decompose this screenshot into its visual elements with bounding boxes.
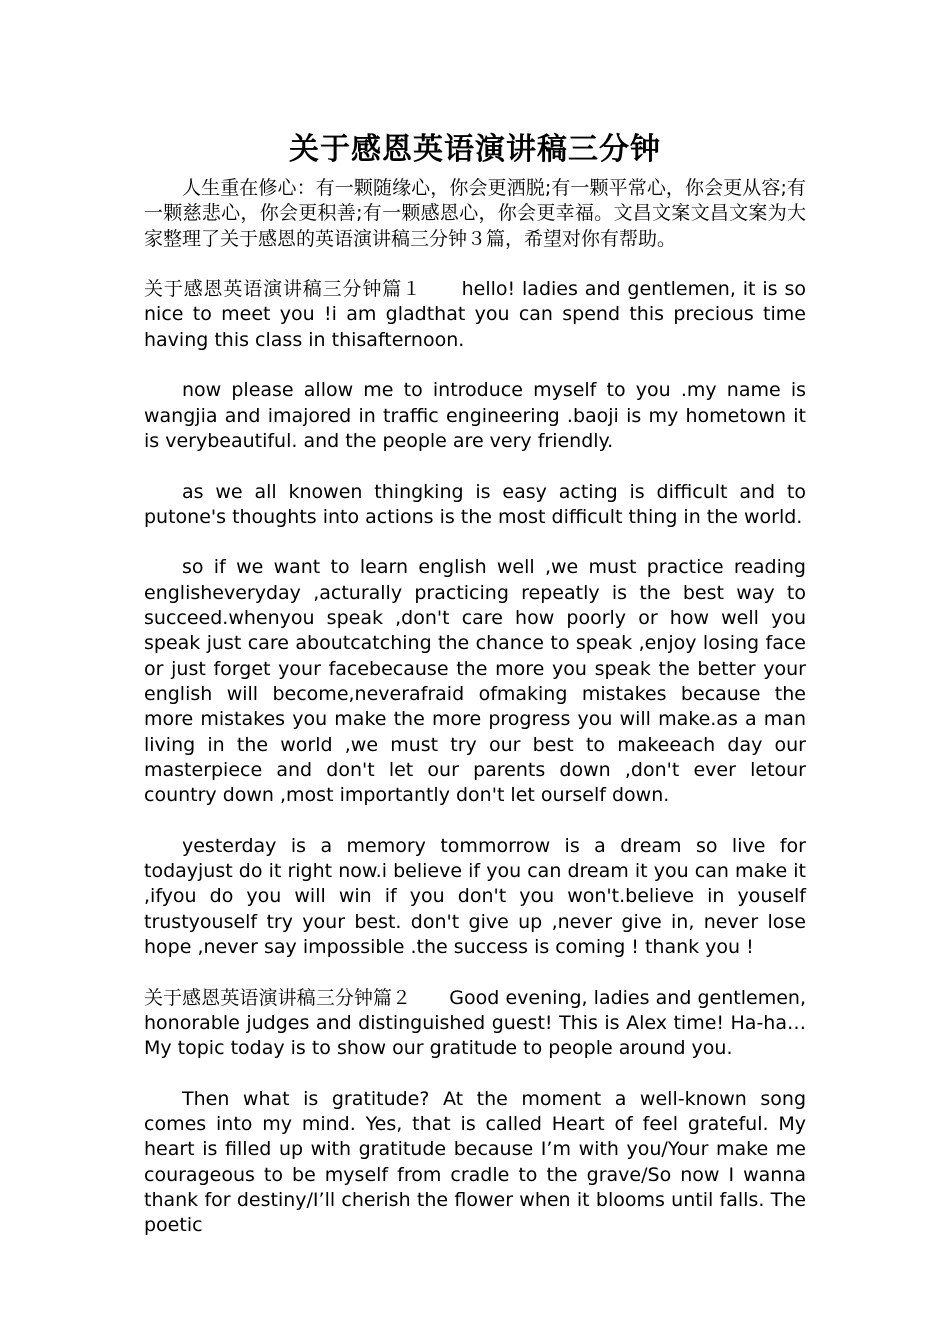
document-page xyxy=(144,128,806,1238)
section-1-heading-paragraph: 关于感恩英语演讲稿三分钟篇１ hello! ladies and gentlemen, it is so nice to meet you !i am gladthat you can spend this precious time having this class in thisafternoon. xyxy=(144,278,806,351)
body-paragraph: as we all knowen thingking is easy acting is difficult and to putone's thoughts into actions is the most difficult thing in the world. xyxy=(144,480,806,528)
body-paragraph: so if we want to learn english well ,we must practice reading englisheveryday ,acturally practicing repeatly is the best way to succeed.whenyou speak ,don't care how poorly or how well you speak just care aboutcatching the chance to speak ,enjoy losing face or just forget your facebecause the more you speak the better your english will become,neverafraid ofmaking mistakes because the more mistakes you make the more progress you will make.as a man living in the world ,we must try our best to makeeach day our masterpiece and don't let our parents down ,don't ever letour country down ,most importantly don't let ourself down. xyxy=(144,556,806,807)
body-paragraph: now please allow me to introduce myself to you .my name is wangjia and imajored in traffic engineering .baoji is my hometown it is verybeautiful. and the people are very friendly. xyxy=(144,379,806,452)
intro-paragraph: 人生重在修心：有一颗随缘心，你会更洒脱;有一颗平常心，你会更从容;有一颗慈悲心，你会更积善;有一颗感恩心，你会更幸福。文昌文案文昌文案为大家整理了关于感恩的英语演讲稿三分钟３篇，希望对你有帮助。 xyxy=(144,177,806,250)
section-2-heading-paragraph: 关于感恩英语演讲稿三分钟篇２ Good evening, ladies and gentlemen, honorable judges and distinguished guest! This is Alex time! Ha-ha…My topic today is to show our gratitude to people around you. xyxy=(144,986,806,1060)
paragraph-gap xyxy=(144,1061,806,1086)
paragraph-gap xyxy=(144,252,806,277)
body-paragraph: yesterday is a memory tommorrow is a dream so live for todayjust do it right now.i believe if you can dream it you can make it ,ifyou do you will win if you don't you won't.believe in youself trustyouself try your best. don't give up ,never give in, never lose hope ,never say impossible .the success is coming ! thank you ! xyxy=(144,834,806,958)
paragraph-gap xyxy=(144,454,806,479)
paragraph-gap xyxy=(144,353,806,378)
paragraph-gap xyxy=(144,808,806,833)
paragraph-gap xyxy=(144,530,806,555)
body-paragraph: Then what is gratitude? At the moment a well-known song comes into my mind. Yes, that is called Heart of feel grateful. My heart is filled up with gratitude because I’m with you/Your make me courageous to be myself from cradle to the grave/So now I wanna thank for destiny/I’ll cherish the flower when it blooms until falls. The poetic xyxy=(144,1087,806,1237)
document-title: 关于感恩英语演讲稿三分钟 xyxy=(289,132,661,167)
paragraph-gap xyxy=(144,960,806,985)
